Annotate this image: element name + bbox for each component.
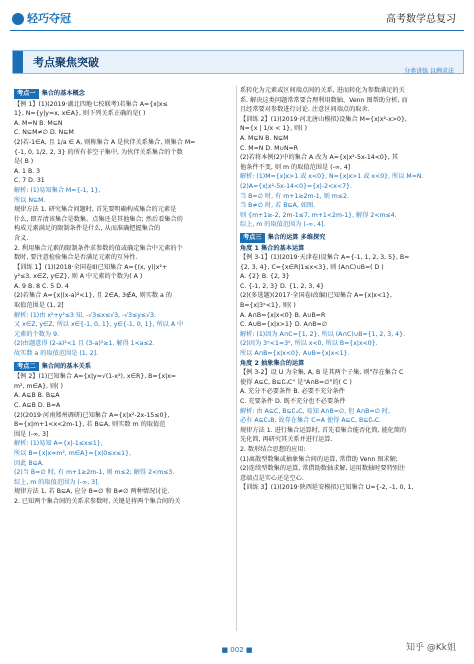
right-column	[240, 86, 462, 493]
solution-line: 解析: 由 A⊆C, B⊆∁ᵤC, 易知 A∩B=∅, 但 A∩B=∅ 时,	[240, 407, 391, 415]
text-line: A. M⊊N B. N⊊M	[240, 134, 289, 142]
text-line: 且经常要对参数进行讨论. 注意区间端点的取舍.	[240, 106, 370, 114]
text-line: {2, 3, 4}, C={x∈R|1≤x<3}, 则 (A∩C)∪B=( D )	[240, 263, 384, 271]
text-line: C. 充要条件 D. 既不充分也不必要条件	[240, 398, 346, 405]
solution-line: (2)由题意得 (2-a)²<1 且 (3-a)²≥1, 解得 1<a≤2.	[14, 340, 155, 348]
text-line: A. {2} B. {2, 3}	[240, 273, 290, 281]
solution-line: 解析: (1)M={x|x>1 或 x<0}, N={x|x>1 或 x<0}, 所以 M=N.	[240, 173, 424, 181]
logo-icon	[12, 13, 24, 25]
solution-line: 解析: (1)由 x²+y²≤3 知, -√3≤x≤√3, -√3≤y≤√3.	[14, 311, 156, 319]
text-line: A. 9 B. 8 C. 5 D. 4	[14, 282, 69, 290]
text-line: 取值范围是 (1, 2]	[14, 302, 64, 310]
section-subtitle: 分类讲练 以例求法	[404, 68, 454, 75]
text-line: (2)若将本例(2)中的集合 A 改为 A={x|x²-5x-14<0}, 其	[240, 154, 398, 162]
text-line: 他条件不变, 则 m 的取值范围是 (-∞, 4]	[240, 163, 351, 171]
solution-line: 元素的个数为 9.	[14, 330, 59, 338]
text-line: C. A⊆B D. B=A	[14, 402, 61, 409]
text-line: 含义.	[14, 234, 29, 242]
text-line: {-1, 0, 1/2, 2, 3} 的所有非空子集中, 为伙伴关系集合的个数	[14, 148, 183, 156]
solution-line: 所以 A∩B={x|x<0}, A∪B={x|x<1}.	[240, 350, 350, 358]
solution-line: 综上, m 的取值范围为 (-∞, 4].	[240, 221, 326, 229]
text-line: 构成元素满足的限制条件是什么, 从而准确把握集合的	[14, 225, 161, 233]
text-line: 规律方法 1. 研究集合问题时, 首先要明确构成集合的元素是	[14, 206, 177, 214]
header-rule	[10, 30, 464, 31]
text-line: 【例 1】(1)(2019·湖北四地七校联考)若集合 A={x|x≤	[14, 100, 168, 108]
page-number: ■ 002 ■	[221, 646, 253, 654]
text-line: (2)若-1∈A, 且 1/a ∈ A, 则称集合 A 是伙伴关系集合, 则集合 M=	[14, 138, 196, 146]
solution-line: 解析: (1)易知 A={x|-1≤x≤1},	[14, 440, 103, 448]
kaodian-heading	[14, 362, 236, 372]
text-line: A. 充分不必要条件 B. 必要不充分条件	[240, 388, 345, 396]
text-line: N={x | 1/x < 1}, 则( )	[240, 125, 308, 133]
kaodian-title: 集合的基本概念	[41, 90, 85, 97]
solution-line: 综上, m 的取值范围为 (-∞, 3].	[14, 478, 100, 486]
kaodian-heading	[240, 233, 462, 243]
text-line: 【训练 1】(1)(2018·全国卷Ⅱ)已知集合 A={(x, y)|x²+	[14, 263, 168, 271]
solution-line: 则 {m+1≥-2, 2m-1≤7, m+1<2m-1}, 解得 2<m≤4.	[240, 211, 397, 219]
text-line: C. A∪B={x|x>1} D. A∩B=∅	[240, 321, 328, 329]
column-divider	[236, 86, 237, 631]
solution-line: 解析: (1)因为 A∩C={1, 2}, 所以 (A∩C)∪B={1, 2, 3, 4}.	[240, 330, 406, 338]
text-line: 是( B )	[14, 158, 34, 166]
text-line: 系. 解决这类问题常常要合理利用数轴、Venn 图帮助分析, 而	[240, 96, 408, 104]
text-line: (2)连续型数集的运算, 常借助数轴求解, 运用数轴时要特别注	[240, 465, 406, 473]
subheading: 角度 2 抽象集合的运算	[240, 359, 305, 367]
section-banner	[12, 50, 464, 74]
text-line: 【训练 3】(1)(2019·陕西延安模拟)已知集合 U={-2, -1, 0, 1,	[240, 484, 414, 492]
text-line: y²≤3, x∈Z, y∈Z}, 则 A 中元素的个数为( A )	[14, 273, 143, 281]
solution-line: 所以 B={x|x=m², m∈A}={x|0≤x≤1},	[14, 449, 132, 457]
text-line: 【例 2】(1)已知集合 A={x|y=√(1-x²), x∈R}, B={x|x=	[14, 373, 177, 381]
text-line: C. {-1, 2, 3} D. {1, 2, 3, 4}	[240, 282, 325, 290]
text-line: C. M=N D. M∪N=R	[240, 144, 299, 152]
kaodian-tag: 考点二	[14, 362, 39, 372]
subheading: 角度 1 集合的基本运算	[240, 244, 305, 252]
text-line: A. A⊊B B. B⊊A	[14, 392, 60, 400]
text-line: (1)离散型数集或抽象集合间的运算, 常借助 Venn 图求解;	[240, 455, 398, 463]
solution-line: 必有 A⊆∁ᵤB, 故存在集合 C=A 使得 A⊆C, B⊆∁ᵤC.	[240, 417, 382, 425]
text-line: 意端点是实心还是空心.	[240, 474, 304, 482]
text-line: 【训练 2】(1)(2019·河北唐山模拟)设集合 M={x|x²-x>0},	[240, 115, 407, 123]
solution-line: 当 B≠∅ 时, 若 B⊆A, 如图.	[240, 202, 316, 210]
kaodian-tag: 考点一	[14, 89, 39, 99]
kaodian-heading	[14, 89, 236, 99]
text-line: C. N⊆M≠∅ D. N⊆M	[14, 129, 74, 137]
solution-line: 因此 B⊊A.	[14, 459, 44, 467]
solution-line: 又 x∈Z, y∈Z, 所以 x∈{-1, 0, 1}, y∈{-1, 0, 1}, 所以 A 中	[14, 321, 184, 329]
text-line: 2. 已知两个集合间的关系求参数时, 关键是将两个集合间的关	[14, 497, 181, 505]
solution-line: 所以 N⊆M.	[14, 196, 46, 204]
text-line: (2)(多选题)(2017·全国卷Ⅰ改编)已知集合 A={x|x<1},	[240, 292, 392, 300]
kaodian-title: 集合的运算 多维探究	[267, 233, 326, 241]
text-line: 什么, 即弄清该集合是数集、点集还是其他集合; 然后看集合的	[14, 215, 183, 223]
text-line: C. 7 D. 31	[14, 177, 45, 185]
text-line: 使得 A⊆C, B⊆∁ᵤC" 是"A∩B=∅"的( C )	[240, 378, 352, 386]
text-line: B={x|m+1<x<2m-1}, 若 B⊆A, 则实数 m 的取值范	[14, 421, 166, 429]
text-line: 数时, 要注意检验集合是否满足元素的互异性.	[14, 254, 138, 262]
kaodian-tag: 考点三	[240, 233, 265, 243]
text-line: 2. 利用集合元素的限制条件求参数的值或确定集合中元素的个	[14, 244, 183, 252]
text-line: (2)若集合 A={x|(x-a)²<1}, 且 2∈A, 3∉A, 则实数 a 的	[14, 292, 172, 300]
text-line: A. M=N B. M⊆N	[14, 119, 63, 127]
text-line: 【例 3-2】设 U 为全集, A, B 是其两个子集, 则"存在集合 C	[240, 369, 404, 377]
kaodian-title: 集合间的基本关系	[41, 362, 92, 370]
solution-line: (2)因为 3ˣ<1=3⁰, 所以 x<0, 所以 B={x|x<0}.	[240, 340, 378, 348]
text-line: (2)(2019·河南郑州调研)已知集合 A={x|x²-2x-15≤0},	[14, 411, 170, 419]
text-line: 先化简, 再研究其关系并进行运算.	[240, 436, 333, 444]
text-line: 规律方法 1. 若 B⊆A, 应分 B=∅ 和 B≠∅ 两种情况讨论.	[14, 488, 170, 496]
solution-line: 故实数 a 的取值范围是 (1, 2].	[14, 350, 98, 358]
text-line: 围是 (-∞, 3]	[14, 430, 49, 438]
solution-line: 解析: (1)易知集合 M={-1, 1},	[14, 186, 101, 194]
text-line: B={x|3ˣ<1}, 则( )	[240, 302, 296, 310]
watermark: 知乎 @Kk姐	[406, 643, 456, 653]
text-line: 规律方法 1. 进行集合运算时, 首先看集合能否化简, 能化简的	[240, 426, 407, 434]
text-line: 【例 3-1】(1)(2019·天津卷)设集合 A={-1, 1, 2, 3, 5}, B=	[240, 254, 410, 262]
section-title: 考点聚焦突破	[33, 56, 99, 69]
text-line: A. A∩B={x|x<0} B. A∪B=R	[240, 311, 326, 319]
logo-text: 轻巧夺冠	[27, 12, 71, 25]
solution-line: 当 B=∅ 时, 有 m+1≥2m-1, 则 m≤2.	[240, 192, 349, 200]
left-column	[14, 86, 236, 507]
text-line: 2. 数形结合思想的应用:	[240, 445, 306, 453]
text-line: A. 1 B. 3	[14, 167, 41, 175]
solution-line: (2)A={x|x²-5x-14<0}={x|-2<x<7}.	[240, 182, 352, 190]
text-line: 1}, N={y|y=x, x∈A}, 则下列关系正确的是( )	[14, 110, 146, 118]
solution-line: (2)当 B=∅ 时, 有 m+1≥2m-1, 则 m≤2; 解得 2<m≤3.	[14, 469, 175, 477]
text-line: m², m∈A}, 则( )	[14, 382, 63, 390]
page-header	[0, 0, 474, 44]
book-title: 高考数学总复习	[386, 14, 456, 25]
text-line: 系转化为元素或区间端点间的关系, 进而转化为参数满足的关	[240, 87, 405, 94]
banner-ribbon	[13, 51, 23, 73]
brand-logo	[12, 10, 71, 26]
